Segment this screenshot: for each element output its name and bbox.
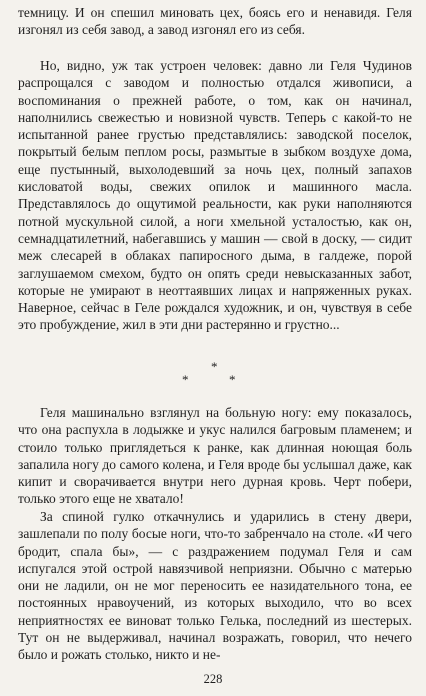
paragraph: Геля машинально взглянул на больную ногу: ему показалось, что она распухла в лодыжке и укус налился багровым пламенем; и стоило только приглядеться к ранке, как длинная ноющая боль запалила ногу до самого колена, и Геля вроде бы услышал даже, как кипит и сворачивается внутри него дурная кровь. Черт побери, только этого еще не хватало! [18,405,412,507]
asterisk-left: * [182,372,189,387]
page-number: 228 [203,672,223,686]
asterisk-right: * [229,372,236,387]
asterisk-top: * [211,359,218,374]
paragraph-continuation: темницу. И он спешил миновать цех, боясь его и ненавидя. Геля изгонял из себя завод, а завод изгонял его из себя. [18,5,412,38]
section-break-ornament [18,360,412,386]
paragraph: За спиной гулко откачнулись и ударились в стену двери, зашлепали по полу босые ноги, что-то забренчало на столе. «И чего бродит, спала бы», — с раздражением подумал Геля и сам испугался этой острой навязчивой неприязни. Обычно с матерью они не ладили, он не мог переносить ее назидательного тона, ее постоянных нравоучений, из которых выходило, что во всех неприятностях ее виноват только Гелька, последний из шестерых. Тут он не выдерживал, начинал возражать, говорил, что нечего было и рожать столько, никто и не- [18,509,412,663]
paragraph: Но, видно, уж так устроен человек: давно ли Геля Чудинов распрощался с заводом и полностью отдался живописи, а воспоминания о прежней работе, о том, как он начинал, наполнились свежестью и новизной чувств. Теперь с какой-то не испытанной ранее грустью представлялись: заводской поселок, покрытый белым пеплом росы, размытые в зыбком воздухе дома, еще пустынный, выхолодевший за ночь цех, полный запахов кисловатой воды, свежих опилок и машинного масла. Представлялось до ощутимой реальности, как руки наполняются потной мускульной силой, а ноги хмельной усталостью, как он, семнадцатилетний, набегавшись у машин — свой в доску, — сидит меж слесарей в облаках папиросного дыма, в галдеже, порой заглушаемом смехом, будто он опять среди невысказанных забот, которые не умирают в неоттаявших лицах и напряженных руках. Наверное, сейчас в Геле рождался художник, и он, чувствуя в себе это пробуждение, жил в эти дни растерянно и грустно... [18,58,412,333]
